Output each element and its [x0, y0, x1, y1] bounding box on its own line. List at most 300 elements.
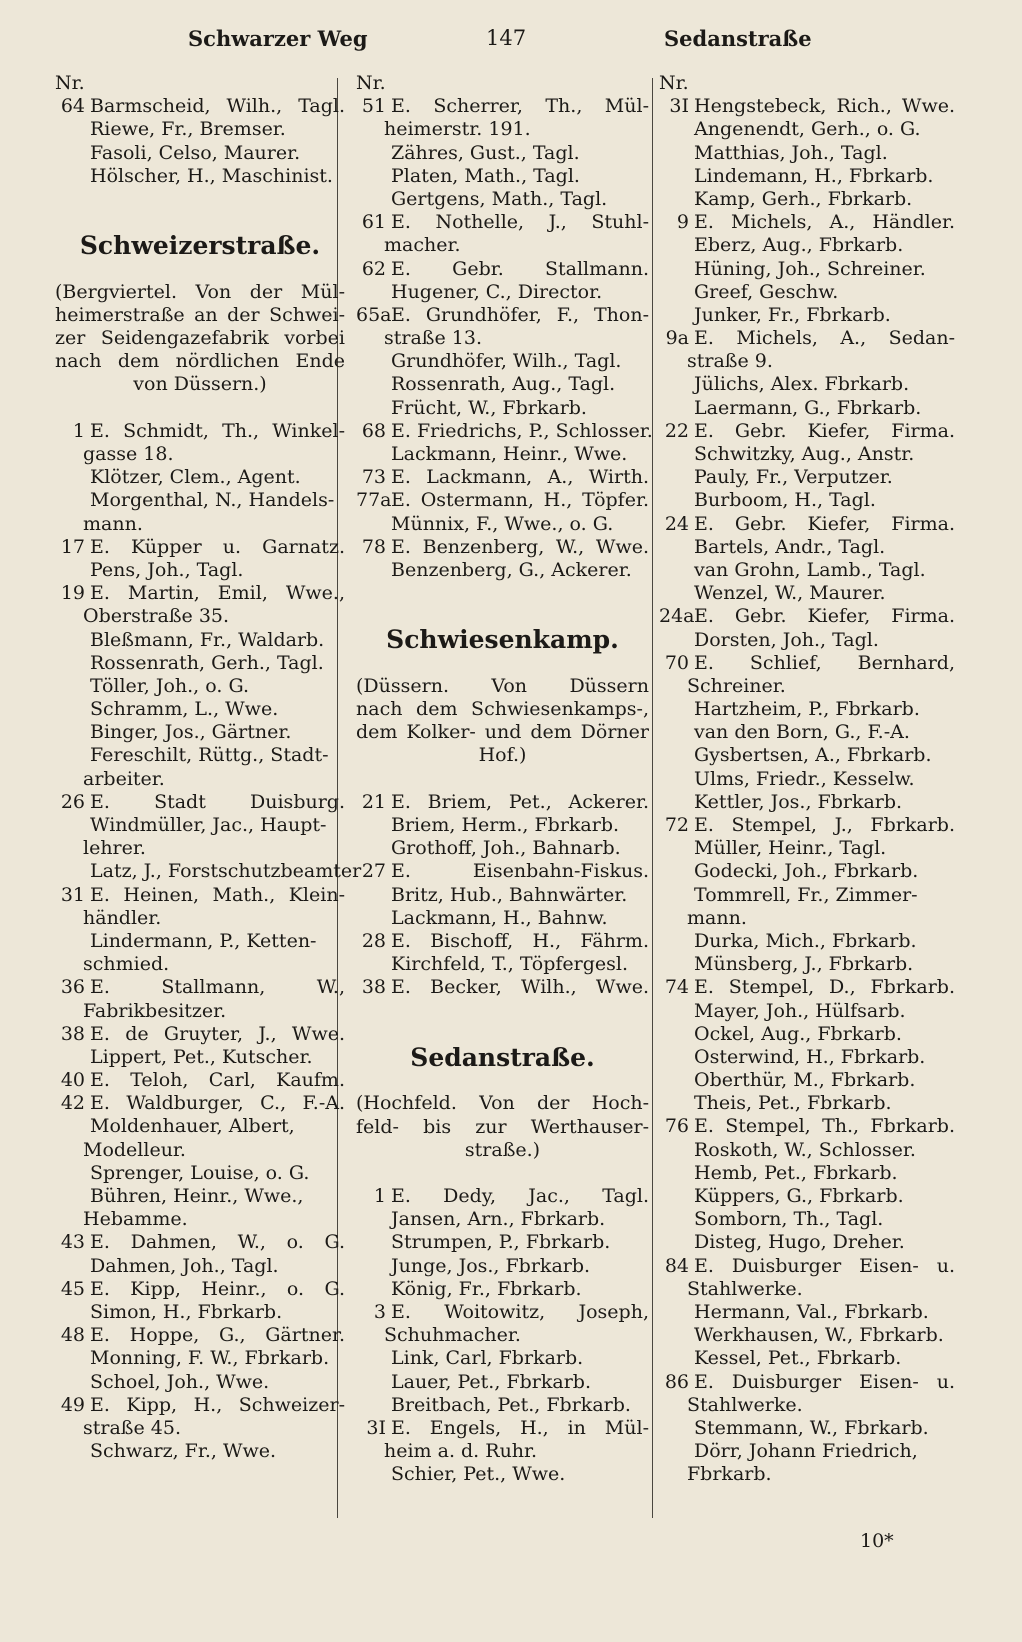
resident-text: Pens, Joh., Tagl.: [90, 558, 244, 581]
house-number: 72: [664, 814, 689, 836]
directory-entry: [55, 1092, 345, 1115]
resident-text: Schuhmacher.: [384, 1324, 521, 1347]
house-number: [659, 304, 694, 327]
directory-entry: [356, 95, 649, 118]
directory-entry: [356, 466, 649, 489]
directory-entry: [356, 327, 649, 350]
resident-text: Lackmann, H., Bahnw.: [391, 906, 608, 929]
directory-entry: [659, 605, 955, 628]
directory-entry: [356, 419, 653, 443]
resident-text: Töller, Joh., o. G.: [90, 674, 249, 697]
house-number: 76: [664, 1115, 689, 1138]
resident-text: Moldenhauer, Albert,: [90, 1115, 295, 1138]
resident-text: E. Becker, Wilh., Wwe.: [391, 976, 649, 999]
house-number: [356, 907, 391, 930]
resident-text: Bartels, Andr., Tagl.: [694, 535, 886, 558]
house-number: 86: [664, 1370, 689, 1393]
house-number: 3I: [366, 1416, 386, 1439]
directory-entry: [356, 1185, 649, 1208]
directory-entry: [659, 675, 955, 698]
directory-entry: [659, 1278, 955, 1301]
directory-entry: [356, 976, 649, 999]
resident-text: heim a. d. Ruhr.: [384, 1440, 538, 1463]
house-number: [659, 721, 694, 744]
house-number: 3I: [669, 95, 689, 118]
house-number: [356, 837, 391, 860]
column-2: [356, 72, 653, 1487]
directory-entry: [659, 953, 955, 976]
directory-entry: [55, 791, 345, 814]
resident-text: E. Schlief, Bernhard,: [694, 651, 955, 674]
directory-entry: [659, 1046, 955, 1069]
house-number: [55, 744, 90, 767]
resident-text: E. Eisenbahn-Fiskus.: [391, 860, 649, 883]
resident-text: E. Gebr. Kiefer, Firma.: [694, 419, 955, 442]
resident-text: Jülichs, Alex. Fbrkarb.: [694, 373, 910, 396]
directory-entry: [55, 1347, 345, 1370]
resident-text: Theis, Pet., Fbrkarb.: [694, 1092, 892, 1115]
house-number: [659, 837, 694, 860]
resident-text: mann.: [687, 906, 747, 929]
resident-text: Dahmen, Joh., Tagl.: [90, 1254, 279, 1277]
directory-entry: [659, 536, 955, 559]
resident-text: E. Stallmann, W.,: [90, 976, 345, 999]
directory-entry: [659, 768, 955, 791]
directory-entry: [659, 513, 955, 536]
house-number: [659, 1162, 694, 1185]
directory-entry: [55, 1394, 345, 1417]
resident-text: Burboom, H., Tagl.: [694, 489, 876, 512]
spacer: [55, 188, 345, 211]
resident-text: Osterwind, H., Fbrkarb.: [694, 1045, 926, 1068]
house-number: [356, 953, 391, 976]
resident-text: händler.: [83, 906, 162, 929]
directory-entry: [356, 258, 649, 281]
resident-text: E. Scherrer, Th., Mül-: [391, 95, 649, 118]
directory-entry: [659, 95, 955, 118]
directory-entry: [55, 837, 345, 860]
directory-entry: [55, 930, 345, 953]
house-number: [356, 1371, 391, 1394]
directory-entry: [356, 1440, 649, 1463]
directory-entry: [356, 559, 649, 582]
house-number: [356, 350, 391, 373]
resident-text: E. Stempel, D., Fbrkarb.: [694, 976, 955, 999]
resident-text: Barmscheid, Wilh., Tagl.: [90, 95, 345, 118]
resident-text: E. Nothelle, J., Stuhl-: [391, 211, 649, 234]
directory-entry: [55, 1208, 345, 1231]
house-number: [55, 652, 90, 675]
resident-text: E. Stempel, J., Fbrkarb.: [694, 814, 955, 836]
house-number: [356, 814, 391, 837]
house-number: [659, 1324, 694, 1347]
street-description-line: zer Seidengazefabrik vorbei: [55, 327, 345, 350]
resident-text: E. Lackmann, A., Wirth.: [391, 466, 649, 489]
directory-entry: [659, 188, 955, 211]
resident-text: E. Waldburger, C., F.-A.: [90, 1092, 345, 1115]
house-number: 73: [361, 466, 386, 489]
resident-text: Bühren, Heinr., Wwe.,: [90, 1185, 304, 1208]
resident-text: Windmüller, Jac., Haupt-: [90, 814, 327, 837]
directory-entry: [659, 698, 955, 721]
house-number: [659, 118, 694, 141]
signature-mark: 10*: [860, 1530, 894, 1552]
house-number: [55, 489, 90, 512]
house-number: [55, 675, 90, 698]
directory-entry: [55, 605, 345, 628]
resident-text: Hengstebeck, Rich., Wwe.: [694, 95, 955, 118]
resident-text: Britz, Hub., Bahnwärter.: [391, 883, 628, 906]
house-number: [55, 698, 90, 721]
directory-entry: [659, 1000, 955, 1023]
resident-text: Schramm, L., Wwe.: [90, 698, 279, 721]
directory-entry: [55, 1324, 345, 1347]
house-number: 1: [72, 419, 85, 442]
house-number: [55, 1255, 90, 1278]
spacer: [356, 1162, 649, 1185]
resident-text: E. Duisburger Eisen- u.: [694, 1254, 955, 1277]
resident-text: heimerstr. 191.: [384, 118, 531, 141]
house-number: 38: [361, 976, 386, 999]
resident-text: Hemb, Pet., Fbrkarb.: [694, 1161, 898, 1184]
house-number: 64: [60, 95, 85, 118]
resident-text: Oberthür, M., Fbrkarb.: [694, 1069, 916, 1092]
directory-entry: [55, 1000, 345, 1023]
street-description-line: (Bergviertel. Von der Mül-: [55, 280, 345, 303]
house-number: [659, 1000, 694, 1023]
resident-text: straße 13.: [384, 327, 482, 350]
resident-text: Tommrell, Fr., Zimmer-: [694, 883, 918, 906]
resident-text: Angenendt, Gerh., o. G.: [694, 118, 921, 141]
directory-entry: [659, 373, 955, 396]
house-number: [356, 397, 391, 420]
house-number: [55, 1301, 90, 1324]
directory-entry: [356, 1301, 649, 1324]
directory-entry: [356, 1324, 649, 1347]
resident-text: Kirchfeld, T., Töpfergesl.: [391, 953, 628, 976]
house-number: [356, 559, 391, 582]
resident-text: Müller, Heinr., Tagl.: [694, 837, 887, 860]
number-column-label: Nr.: [356, 72, 386, 94]
directory-entry: [55, 1185, 345, 1208]
resident-text: E. Kipp, H., Schweizer-: [90, 1393, 345, 1416]
directory-entry: [659, 350, 955, 373]
resident-text: Benzenberg, G., Ackerer.: [391, 558, 632, 581]
house-number: [356, 373, 391, 396]
directory-entry: [356, 536, 649, 559]
directory-entry: [659, 118, 955, 141]
house-number: [55, 860, 90, 883]
street-description-line: (Hochfeld. Von der Hoch-: [356, 1092, 649, 1115]
house-number: 24a: [659, 605, 695, 628]
resident-text: E. Heinen, Math., Klein-: [90, 883, 345, 906]
house-number: 48: [60, 1324, 85, 1347]
house-number: 84: [664, 1254, 689, 1277]
directory-entry: [55, 489, 345, 512]
directory-entry: [659, 1139, 955, 1162]
house-number: [659, 1301, 694, 1324]
directory-entry: [659, 165, 955, 188]
directory-entry: [659, 281, 955, 304]
resident-text: Werkhausen, W., Fbrkarb.: [694, 1324, 944, 1347]
directory-entry: [356, 1417, 649, 1440]
resident-text: Briem, Herm., Fbrkarb.: [391, 814, 620, 837]
running-header: [0, 26, 1022, 66]
house-number: 27: [361, 860, 386, 883]
directory-entry: [356, 513, 649, 536]
house-number: [659, 1046, 694, 1069]
directory-entry: [356, 489, 649, 512]
resident-text: lehrer.: [83, 837, 146, 860]
resident-text: Lindemann, H., Fbrkarb.: [694, 164, 934, 187]
house-number: [55, 1347, 90, 1370]
house-number: [55, 1371, 90, 1394]
directory-entry: [659, 652, 955, 675]
resident-text: Kamp, Gerh., Fbrkarb.: [694, 187, 913, 210]
resident-text: König, Fr., Fbrkarb.: [391, 1277, 582, 1300]
street-description-line: Hof.): [478, 744, 527, 767]
house-number: [356, 1208, 391, 1231]
house-number: [659, 582, 694, 605]
house-number: [659, 489, 694, 512]
directory-entry: [659, 629, 955, 652]
directory-entry: [55, 95, 345, 118]
resident-text: E. de Gruyter, J., Wwe.: [90, 1022, 345, 1045]
house-number: [659, 860, 694, 883]
street-description-line: straße.): [464, 1138, 541, 1161]
street-description-line: heimerstraße an der Schwei-: [55, 303, 345, 326]
page-number: 147: [486, 26, 527, 50]
house-number: [55, 466, 90, 489]
house-number: [55, 1046, 90, 1069]
street-description-line: feld- bis zur Werthauser-: [356, 1115, 649, 1138]
house-number: [659, 1208, 694, 1231]
resident-text: Eberz, Aug., Fbrkarb.: [694, 234, 904, 257]
directory-entry: [55, 1162, 345, 1185]
directory-entry: [55, 907, 345, 930]
resident-text: E. Gebr. Stallmann.: [391, 257, 649, 280]
resident-text: Ulms, Friedr., Kesselw.: [694, 767, 915, 790]
directory-entry: [55, 1115, 345, 1138]
resident-text: Fabrikbesitzer.: [83, 999, 227, 1022]
resident-text: Münnix, F., Wwe., o. G.: [391, 512, 614, 535]
resident-text: Hüning, Joh., Schreiner.: [694, 257, 926, 280]
directory-entry: [659, 420, 955, 443]
resident-text: Gysbertsen, A., Fbrkarb.: [694, 744, 932, 767]
house-number: [659, 1092, 694, 1115]
directory-entry: [356, 1208, 649, 1231]
directory-entry: [55, 1278, 345, 1301]
house-number: [659, 744, 694, 767]
directory-entry: [356, 1347, 649, 1370]
directory-entry: [659, 1115, 955, 1138]
directory-entry: [659, 304, 955, 327]
house-number: [659, 1139, 694, 1162]
directory-entry: [659, 1394, 955, 1417]
resident-text: Binger, Jos., Gärtner.: [90, 721, 292, 744]
directory-entry: [659, 1231, 955, 1254]
resident-text: E. Engels, H., in Mül-: [391, 1416, 649, 1439]
directory-entry: [659, 1255, 955, 1278]
directory-entry: [356, 930, 649, 953]
resident-text: Hartzheim, P., Fbrkarb.: [694, 698, 920, 721]
directory-entry: [55, 466, 345, 489]
directory-entry: [55, 652, 345, 675]
resident-text: Hebamme.: [83, 1208, 188, 1231]
house-number: [659, 559, 694, 582]
resident-text: E. Stadt Duisburg.: [90, 790, 345, 813]
house-number: [55, 1440, 90, 1463]
header-left-street: Schwarzer Weg: [188, 26, 368, 51]
directory-entry: [55, 1139, 345, 1162]
resident-text: Riewe, Fr., Bremser.: [90, 118, 286, 141]
house-number: 9: [676, 211, 689, 234]
street-description-line: (Düssern. Von Düssern: [356, 674, 649, 697]
house-number: [356, 281, 391, 304]
resident-text: E. Martin, Emil, Wwe.,: [90, 582, 345, 605]
resident-text: Schwarz, Fr., Wwe.: [90, 1440, 277, 1463]
house-number: 61: [361, 211, 386, 234]
directory-entry: [55, 1301, 345, 1324]
directory-entry: [55, 860, 362, 883]
resident-text: Rossenrath, Gerh., Tagl.: [90, 651, 324, 674]
directory-entry: [55, 142, 345, 165]
house-number: [659, 629, 694, 652]
house-number: [55, 721, 90, 744]
resident-text: Klötzer, Clem., Agent.: [90, 466, 301, 489]
directory-entry: [659, 1440, 955, 1463]
street-heading: Sedanstraße.: [410, 1042, 595, 1072]
resident-text: E. Briem, Pet., Ackerer.: [391, 790, 649, 813]
directory-entry: [659, 1208, 955, 1231]
column-rule-right: [652, 78, 653, 1518]
house-number: 77a: [356, 489, 392, 512]
house-number: 42: [60, 1092, 85, 1115]
house-number: [659, 953, 694, 976]
resident-text: Münsberg, J., Fbrkarb.: [694, 953, 914, 976]
resident-text: Ockel, Aug., Fbrkarb.: [694, 1022, 902, 1045]
house-number: [55, 930, 90, 953]
directory-entry: [55, 953, 345, 976]
directory-entry: [356, 1255, 649, 1278]
resident-text: E. Friedrichs, P., Schlosser.: [391, 419, 653, 442]
house-number: [659, 1185, 694, 1208]
resident-text: Frücht, W., Fbrkarb.: [391, 396, 587, 419]
resident-text: Breitbach, Pet., Fbrkarb.: [391, 1393, 631, 1416]
resident-text: Link, Carl, Fbrkarb.: [391, 1347, 584, 1370]
directory-entry: [659, 1092, 955, 1115]
resident-text: E. Benzenberg, W., Wwe.: [391, 535, 649, 558]
directory-entry: [55, 559, 345, 582]
directory-entry: [55, 1255, 345, 1278]
house-number: 45: [60, 1277, 85, 1300]
resident-text: Fasoli, Celso, Maurer.: [90, 141, 301, 164]
directory-entry: [659, 258, 955, 281]
resident-text: Dörr, Johann Friedrich,: [694, 1440, 918, 1463]
house-number: 49: [60, 1393, 85, 1416]
house-number: [356, 188, 391, 211]
directory-entry: [55, 536, 345, 559]
resident-text: Simon, H., Fbrkarb.: [90, 1300, 283, 1323]
resident-text: Gertgens, Math., Tagl.: [391, 187, 608, 210]
house-number: 51: [361, 95, 386, 118]
resident-text: straße 9.: [687, 350, 773, 373]
directory-entry: [55, 698, 345, 721]
resident-text: Fbrkarb.: [687, 1463, 772, 1486]
house-number: [55, 1162, 90, 1185]
house-number: [356, 513, 391, 536]
directory-entry: [659, 211, 955, 234]
resident-text: Stahlwerke.: [687, 1277, 803, 1300]
resident-text: Monning, F. W., Fbrkarb.: [90, 1347, 330, 1370]
directory-entry: [55, 1417, 345, 1440]
house-number: [659, 1231, 694, 1254]
house-number: [55, 118, 90, 141]
resident-text: Hermann, Val., Fbrkarb.: [694, 1300, 929, 1323]
resident-text: E. Teloh, Carl, Kaufm.: [90, 1069, 345, 1092]
resident-text: Junker, Fr., Fbrkarb.: [694, 303, 891, 326]
directory-entry: [55, 118, 345, 141]
resident-text: Junge, Jos., Fbrkarb.: [391, 1254, 591, 1277]
resident-text: Mayer, Joh., Hülfsarb.: [694, 999, 906, 1022]
house-number: 43: [60, 1231, 85, 1254]
house-number: [659, 466, 694, 489]
resident-text: Oberstraße 35.: [83, 605, 230, 628]
directory-entry: [356, 791, 649, 814]
house-number: 78: [361, 535, 386, 558]
house-number: [659, 1069, 694, 1092]
resident-text: Schier, Pet., Wwe.: [391, 1463, 566, 1486]
resident-text: Somborn, Th., Tagl.: [694, 1208, 884, 1231]
resident-text: Lauer, Pet., Fbrkarb.: [391, 1370, 591, 1393]
resident-text: Lippert, Pet., Kutscher.: [90, 1045, 313, 1068]
house-number: 26: [60, 790, 85, 813]
resident-text: Laermann, G., Fbrkarb.: [694, 396, 922, 419]
house-number: [659, 234, 694, 257]
directory-entry: [356, 304, 649, 327]
resident-text: Zähres, Gust., Tagl.: [391, 141, 580, 164]
resident-text: Rossenrath, Aug., Tagl.: [391, 373, 616, 396]
house-number: [659, 397, 694, 420]
directory-entry: [55, 443, 345, 466]
house-number: [55, 559, 90, 582]
number-column-label: Nr.: [55, 72, 85, 94]
resident-text: Modelleur.: [83, 1138, 186, 1161]
directory-entry: [659, 397, 955, 420]
directory-entry: [356, 397, 649, 420]
column-1: [55, 72, 362, 1463]
resident-text: Strumpen, P., Fbrkarb.: [391, 1231, 611, 1254]
directory-entry: [55, 675, 345, 698]
resident-text: Greef, Geschw.: [694, 280, 839, 303]
resident-text: van Grohn, Lamb., Tagl.: [694, 558, 926, 581]
house-number: [356, 1231, 391, 1254]
resident-text: Grundhöfer, Wilh., Tagl.: [391, 350, 622, 373]
number-column-label: Nr.: [659, 72, 689, 94]
directory-entry: [356, 281, 649, 304]
house-number: [356, 142, 391, 165]
spacer: [356, 1000, 649, 1023]
house-number: [356, 1255, 391, 1278]
resident-text: E. Bischoff, H., Fährm.: [391, 929, 649, 952]
resident-text: Morgenthal, N., Handels-: [90, 489, 335, 512]
directory-entry: [659, 559, 955, 582]
house-number: [356, 1347, 391, 1370]
resident-text: Pauly, Fr., Verputzer.: [694, 466, 893, 489]
directory-entry: [55, 513, 345, 536]
directory-entry: [659, 1417, 955, 1440]
directory-entry: [659, 1162, 955, 1185]
